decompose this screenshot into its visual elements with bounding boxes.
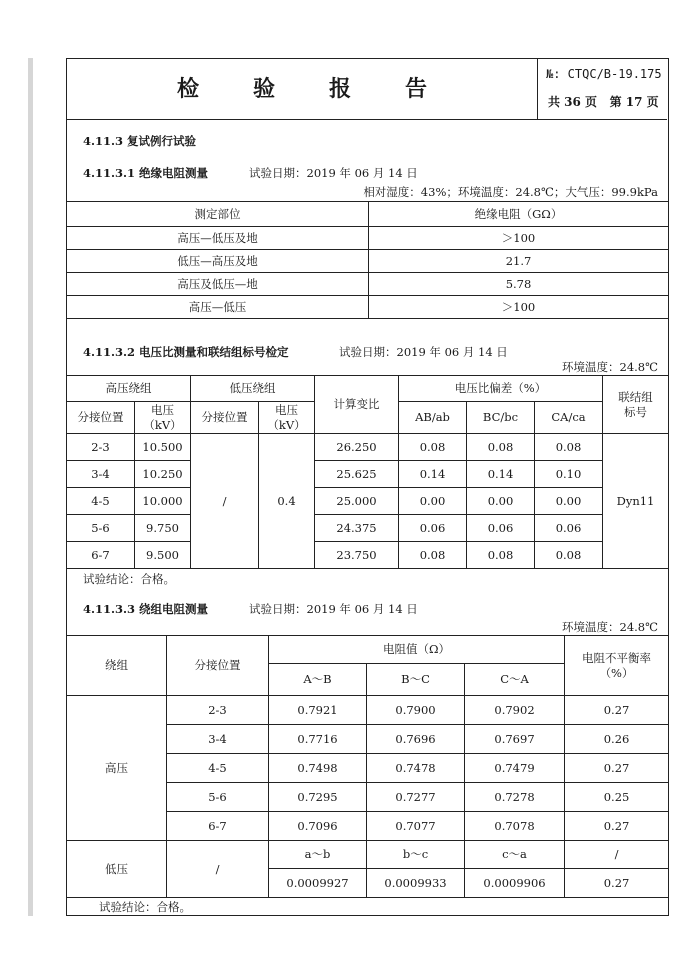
ratio-conclusion: 试验结论：合格。 [83,572,175,586]
ratio-temperature: 环境温度：24.8℃ [562,360,658,374]
col-part-header: 测定部位 [67,202,369,227]
tap-cell: 4-5 [67,488,135,515]
ratio-date: 试验日期：2019 年 06 月 14 日 [339,345,508,359]
ratio-cell: 24.375 [315,515,399,542]
total-pages: 共 36 页 [548,95,598,109]
ca-cell: 0.7479 [465,754,565,783]
table-row [67,461,669,488]
table-row [67,296,669,319]
calc-ratio-header: 计算变比 [315,376,399,434]
ratio-cell: 26.250 [315,434,399,461]
bc-cell: 0.14 [467,461,535,488]
table-row [67,488,669,515]
bc-cell: 0.7900 [367,696,465,725]
bc-cell: 0.7696 [367,725,465,754]
col-unbalance-header: 电阻不平衡率 （%） [565,636,669,696]
col-tap-header: 分接位置 [167,636,269,696]
bc-cell: 0.7277 [367,783,465,812]
insulation-table [66,201,669,319]
ab-cell: 0.7498 [269,754,367,783]
bc-cell: 0.00 [467,488,535,515]
lv-tap-cell: / [167,841,269,898]
lv-winding-cell: 低压 [67,841,167,898]
ratio-cell: 25.000 [315,488,399,515]
group-cell: Dyn11 [603,434,669,569]
ab-cell: 0.7921 [269,696,367,725]
ca-cell: 0.7278 [465,783,565,812]
ab-cell: 0.00 [399,488,467,515]
bc-cell: 0.7077 [367,812,465,841]
hv-voltage-header: 电压 （kV） [135,402,191,434]
tap-cell: 5-6 [67,515,135,542]
value-cell: 21.7 [369,250,669,273]
table-header-row [67,636,669,664]
winding-temperature: 环境温度：24.8℃ [562,620,658,634]
table-row [67,227,669,250]
bc-cell: 0.0009933 [367,869,465,898]
unbalance-cell: 0.27 [565,812,669,841]
insulation-date: 试验日期：2019 年 06 月 14 日 [249,166,418,180]
tap-cell: 6-7 [167,812,269,841]
table-header-row [67,376,669,402]
unbalance-cell: 0.27 [565,869,669,898]
tap-cell: 6-7 [67,542,135,569]
ratio-cell: 25.625 [315,461,399,488]
col-resistance-header: 电阻值（Ω） [269,636,565,664]
hv-tap-header: 分接位置 [67,402,135,434]
ab-cell: 0.14 [399,461,467,488]
winding-date: 试验日期：2019 年 06 月 14 日 [249,602,418,616]
lv-unbalance-label: / [565,841,669,869]
part-cell: 高压及低压—地 [67,273,369,296]
tap-cell: 3-4 [67,461,135,488]
ca-cell: 0.08 [535,542,603,569]
hv-winding-cell: 高压 [67,696,167,841]
table-row [67,515,669,542]
value-cell: ＞100 [369,296,669,319]
report-header [67,59,667,120]
deviation-header: 电压比偏差（%） [399,376,603,402]
col-winding-header: 绕组 [67,636,167,696]
value-cell: ＞100 [369,227,669,250]
lv-voltage-cell: 0.4 [259,434,315,569]
lv-tap-header: 分接位置 [191,402,259,434]
kv-cell: 9.500 [135,542,191,569]
bc-header: BC/bc [467,402,535,434]
ca-header: CA/ca [535,402,603,434]
ca-cell: 0.10 [535,461,603,488]
col-bc-header: B～C [367,664,465,696]
ratio-table [66,375,669,569]
ca-cell: 0.7902 [465,696,565,725]
report-number: №: CTQC/B-19.175 [546,67,662,81]
tap-cell: 5-6 [167,783,269,812]
unbalance-cell: 0.26 [565,725,669,754]
tap-cell: 2-3 [67,434,135,461]
winding-table [66,635,669,898]
group-header: 联结组 标号 [603,376,669,434]
tap-cell: 2-3 [167,696,269,725]
table-row [67,696,669,725]
ab-cell: 0.7716 [269,725,367,754]
part-cell: 高压—低压及地 [67,227,369,250]
unbalance-cell: 0.25 [565,783,669,812]
col-ab-header: A～B [269,664,367,696]
insulation-heading: 4.11.3.1 绝缘电阻测量 [83,166,209,180]
insulation-conditions: 相对湿度：43%；环境温度：24.8℃；大气压：99.9kPa [363,185,658,199]
section-heading: 4.11.3 复试例行试验 [83,134,197,148]
kv-cell: 9.750 [135,515,191,542]
table-row [67,434,669,461]
kv-cell: 10.000 [135,488,191,515]
lv-bc-label: b～c [367,841,465,869]
lv-winding-header: 低压绕组 [191,376,315,402]
part-cell: 高压—低压 [67,296,369,319]
bc-cell: 0.08 [467,434,535,461]
ca-cell: 0.06 [535,515,603,542]
ratio-cell: 23.750 [315,542,399,569]
bc-cell: 0.7478 [367,754,465,783]
ab-cell: 0.0009927 [269,869,367,898]
ratio-heading: 4.11.3.2 电压比测量和联结组标号检定 [83,345,289,359]
ca-cell: 0.7697 [465,725,565,754]
ab-cell: 0.08 [399,542,467,569]
kv-cell: 10.250 [135,461,191,488]
report-title: 检验报告 [176,76,481,102]
table-header-row [67,202,669,227]
page-number: 第 17 页 [609,95,659,109]
page-binding-shadow [28,58,33,916]
ab-cell: 0.7295 [269,783,367,812]
kv-cell: 10.500 [135,434,191,461]
ab-cell: 0.06 [399,515,467,542]
lv-tap-cell: / [191,434,259,569]
table-row [67,273,669,296]
tap-cell: 4-5 [167,754,269,783]
col-resistance-header: 绝缘电阻（GΩ） [369,202,669,227]
unbalance-cell: 0.27 [565,696,669,725]
ab-cell: 0.08 [399,434,467,461]
ca-cell: 0.00 [535,488,603,515]
ca-cell: 0.7078 [465,812,565,841]
lv-voltage-header: 电压 （kV） [259,402,315,434]
lv-ca-label: c～a [465,841,565,869]
hv-winding-header: 高压绕组 [67,376,191,402]
value-cell: 5.78 [369,273,669,296]
winding-conclusion: 试验结论：合格。 [99,900,191,914]
table-row [67,542,669,569]
col-ca-header: C～A [465,664,565,696]
unbalance-cell: 0.27 [565,754,669,783]
page-counter [548,93,659,110]
bc-cell: 0.06 [467,515,535,542]
winding-heading: 4.11.3.3 绕组电阻测量 [83,602,209,616]
lv-ab-label: a～b [269,841,367,869]
bc-cell: 0.08 [467,542,535,569]
report-frame [66,58,669,916]
table-row [67,841,669,869]
ab-header: AB/ab [399,402,467,434]
report-meta [537,59,668,119]
ca-cell: 0.0009906 [465,869,565,898]
ab-cell: 0.7096 [269,812,367,841]
part-cell: 低压—高压及地 [67,250,369,273]
ca-cell: 0.08 [535,434,603,461]
table-row [67,250,669,273]
tap-cell: 3-4 [167,725,269,754]
